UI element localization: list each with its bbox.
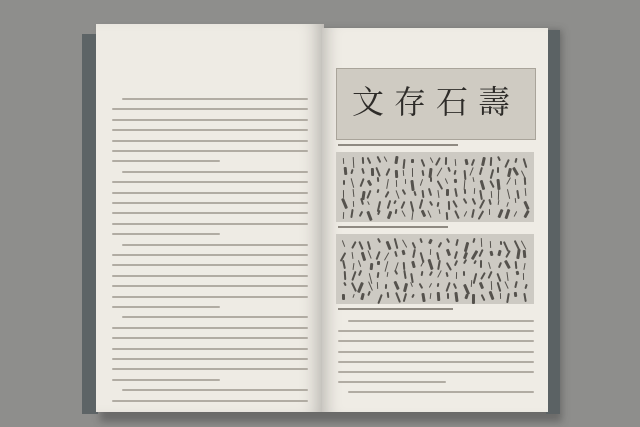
brush-stroke [454,187,458,196]
brush-stroke [377,238,381,243]
text-line [112,275,308,277]
brush-stroke [418,199,422,210]
text-line [112,254,308,256]
brush-stroke [478,249,483,257]
brush-stroke [454,179,457,184]
brush-stroke [446,212,448,220]
brush-stroke [353,201,355,207]
brush-stroke [367,250,371,258]
brush-stroke [446,262,452,271]
brush-stroke [489,209,490,215]
brush-stroke [516,249,520,259]
text-line [112,202,308,204]
brush-stroke [505,281,509,289]
brush-stroke [437,190,439,198]
brush-stroke [377,282,379,289]
brush-stroke [350,209,353,218]
brush-stroke [497,250,501,256]
brush-stroke [471,198,475,205]
brush-stroke [394,251,397,258]
brush-stroke [341,198,348,209]
text-line [112,150,308,152]
text-line [112,337,308,339]
brush-stroke [350,178,354,188]
brush-stroke [403,283,408,293]
brush-stroke [452,200,457,208]
brush-stroke [523,250,526,258]
text-line [112,108,308,110]
brush-stroke [478,199,484,209]
text-line [112,264,308,266]
brush-stroke [490,250,494,256]
brush-stroke [351,169,354,174]
text-line [112,223,308,225]
brush-stroke [454,169,458,175]
brush-stroke [488,262,491,269]
book-back-cover [546,30,560,414]
brush-stroke [411,159,414,163]
brush-stroke [500,241,502,245]
figure-caption-2 [338,226,448,228]
brush-stroke [396,180,397,187]
brush-stroke [353,189,355,197]
brush-stroke [498,261,502,267]
brush-stroke [489,198,492,204]
brush-stroke [385,284,387,289]
brush-stroke [353,263,355,270]
brush-stroke [464,211,468,217]
left-page [96,24,324,412]
text-line [112,306,220,308]
brush-stroke [395,169,398,177]
brush-stroke [479,167,483,175]
brush-stroke [515,158,518,163]
brush-stroke [393,200,396,204]
brush-stroke [472,293,475,303]
text-line [338,351,534,353]
text-line [112,348,308,350]
text-line [112,296,308,298]
brush-stroke [455,159,457,167]
brush-stroke [515,281,518,288]
brush-stroke [480,260,482,268]
brush-stroke [465,159,469,165]
brush-stroke [490,241,492,249]
brush-stroke [506,177,511,185]
brush-stroke [394,270,398,275]
brush-stroke [342,260,346,269]
brush-stroke [515,198,517,203]
brush-stroke [454,260,458,266]
brush-stroke [497,167,499,173]
brush-stroke [403,262,405,270]
brush-stroke [376,156,381,163]
text-line [112,285,308,287]
brush-stroke [504,209,510,219]
text-line [112,129,308,131]
brush-stroke [489,291,495,300]
text-line [112,327,308,329]
brush-stroke [429,271,433,276]
brush-stroke [437,180,444,190]
brush-stroke [343,271,346,280]
brush-stroke [413,248,417,257]
brush-stroke [403,170,405,176]
brush-stroke [481,294,486,301]
brush-stroke [403,293,407,302]
brush-stroke [421,293,425,302]
brush-stroke [411,210,414,221]
brush-stroke [394,156,398,164]
brush-stroke [505,250,510,258]
brush-stroke [394,238,399,249]
text-line [112,368,308,370]
brush-stroke [420,271,423,276]
brush-stroke [505,159,511,168]
calligraphy-scroll-figure-1 [336,152,534,222]
brush-stroke [430,177,432,182]
brush-stroke [437,292,440,301]
brush-stroke [344,281,348,286]
brush-stroke [386,210,392,219]
brush-stroke [342,294,345,300]
brush-stroke [456,239,460,247]
brush-stroke [395,190,399,199]
brush-stroke [507,168,512,177]
brush-stroke [371,168,374,176]
brush-stroke [428,210,432,218]
text-line [348,320,534,322]
brush-stroke [497,209,503,218]
brush-stroke [512,167,519,176]
text-line [338,381,446,383]
brush-stroke [376,167,381,176]
brush-stroke [437,202,440,207]
brush-stroke [464,293,468,299]
brush-stroke [377,261,380,265]
brush-stroke [474,188,475,194]
brush-stroke [411,260,416,268]
brush-stroke [454,251,458,259]
brush-stroke [445,272,448,277]
brush-stroke [343,212,345,219]
text-line [122,98,308,100]
brush-stroke [524,177,527,186]
text-line [338,330,534,332]
calligraphy-scroll-figure-2 [336,234,534,304]
brush-stroke [366,210,372,220]
brush-stroke [514,291,517,296]
brush-stroke [523,293,526,302]
brush-stroke [357,282,364,293]
brush-stroke [428,259,434,270]
brush-stroke [361,168,364,174]
brush-stroke [481,238,483,247]
brush-stroke [525,188,527,196]
brush-stroke [515,271,519,276]
brush-stroke [523,273,525,280]
brush-stroke [448,201,450,210]
brush-stroke [497,200,499,205]
brush-stroke [507,202,510,208]
text-line [338,361,534,363]
brush-stroke [454,210,460,219]
brush-stroke [420,159,424,167]
brush-stroke [445,157,447,165]
text-line [112,119,308,121]
text-line [112,358,308,360]
brush-stroke [386,179,389,189]
brush-stroke [463,242,469,253]
brush-stroke [343,158,345,164]
brush-stroke [429,200,433,205]
brush-stroke [343,180,345,185]
brush-stroke [411,294,415,299]
brush-stroke [490,191,492,198]
brush-stroke [444,178,448,184]
brush-stroke [419,238,423,243]
brush-stroke [446,238,450,243]
text-line [112,233,220,235]
brush-stroke [352,270,358,280]
text-line [338,371,534,373]
brush-stroke [358,270,363,277]
brush-stroke [489,180,495,188]
brush-stroke [418,283,423,289]
figure-caption-3 [338,308,453,310]
brush-stroke [514,179,516,185]
brush-stroke [507,189,510,199]
brush-stroke [447,167,450,172]
brush-stroke [421,170,424,177]
figure-caption-1 [338,144,458,146]
brush-stroke [462,198,467,204]
brush-stroke [359,211,364,217]
brush-stroke [523,209,529,218]
brush-stroke [464,189,467,194]
brush-stroke [435,157,441,166]
brush-stroke [490,281,492,290]
brush-stroke [377,294,382,304]
brush-stroke [351,241,356,249]
brush-stroke [351,252,353,259]
brush-stroke [421,210,426,218]
brush-stroke [429,293,431,299]
brush-stroke [472,177,474,182]
brush-stroke [477,210,483,219]
brush-stroke [506,293,509,303]
brush-stroke [395,292,401,303]
brush-stroke [470,250,478,260]
brush-stroke [377,209,380,214]
brush-stroke [369,263,372,270]
brush-stroke [384,261,388,272]
brush-stroke [420,179,423,186]
brush-stroke [437,283,440,288]
brush-stroke [361,252,366,261]
brush-stroke [437,168,443,177]
brush-stroke [524,263,526,270]
brush-stroke [490,157,492,166]
brush-stroke [514,211,517,216]
brush-stroke [342,240,346,247]
brush-stroke [430,249,432,256]
text-line [112,181,308,183]
brush-stroke [438,208,440,213]
brush-stroke [437,270,442,278]
brush-stroke [402,189,407,196]
brush-stroke [384,156,388,162]
brush-stroke [488,271,494,280]
brush-stroke [352,157,354,168]
brush-stroke [350,282,356,292]
brush-stroke [428,238,433,244]
text-line [112,400,308,402]
brush-stroke [497,179,501,190]
brush-stroke [368,201,371,205]
brush-stroke [352,294,355,299]
brush-stroke [377,177,380,182]
brush-stroke [367,190,372,199]
brush-stroke [377,272,380,279]
brush-stroke [499,293,501,299]
brush-stroke [480,272,486,280]
brush-stroke [403,270,407,280]
brush-stroke [386,292,388,298]
brush-stroke [471,159,475,166]
brush-stroke [504,260,511,270]
brush-stroke [366,157,371,164]
brush-stroke [362,157,364,165]
brush-stroke [489,169,493,179]
brush-stroke [421,190,424,198]
brush-stroke [412,168,414,177]
brush-stroke [360,293,365,301]
calligraphy-plaque-text: 文存石壽 [351,83,520,121]
brush-stroke [367,180,372,186]
brush-stroke [437,260,441,270]
brush-stroke [453,283,458,290]
brush-stroke [402,250,406,255]
brush-stroke [445,282,451,293]
text-line [112,140,308,142]
brush-stroke [360,178,365,187]
brush-stroke [497,282,501,292]
calligraphy-plaque-figure [336,68,536,140]
brush-stroke [447,293,449,299]
brush-stroke [385,191,390,198]
brush-stroke [516,190,519,200]
brush-stroke [521,241,527,250]
brush-stroke [343,167,346,175]
text-line [112,160,220,162]
brush-stroke [473,260,477,265]
brush-stroke [413,191,416,196]
brush-stroke [402,159,405,169]
brush-stroke [482,157,487,166]
brush-stroke [401,201,406,209]
text-line [122,316,308,318]
brush-stroke [376,251,381,261]
text-line [122,244,308,246]
brush-stroke [367,291,371,297]
brush-stroke [428,188,432,196]
brush-stroke [429,283,432,288]
brush-stroke [405,179,406,184]
brush-stroke [387,272,389,277]
brush-stroke [524,284,528,290]
brush-stroke [463,259,467,265]
brush-stroke [479,190,482,200]
brush-stroke [463,170,466,180]
brush-stroke [463,271,465,276]
brush-stroke [522,157,527,167]
brush-stroke [497,156,501,162]
brush-stroke [456,272,457,279]
brush-stroke [358,241,363,250]
brush-stroke [395,209,398,214]
brush-stroke [479,282,484,290]
text-line [122,171,308,173]
brush-stroke [438,242,443,248]
brush-stroke [393,280,399,289]
brush-stroke [480,180,486,191]
brush-stroke [446,249,451,257]
brush-stroke [523,201,529,210]
brush-stroke [446,189,449,196]
brush-stroke [402,239,407,247]
brush-stroke [401,210,405,217]
brush-stroke [498,190,500,200]
brush-stroke [514,261,517,269]
brush-stroke [472,273,477,284]
brush-stroke [470,167,474,176]
text-line [112,379,220,381]
brush-stroke [429,157,433,163]
brush-stroke [385,241,391,250]
brush-stroke [411,179,415,190]
brush-stroke [386,200,391,209]
brush-stroke [454,292,458,303]
brush-stroke [385,168,390,176]
brush-stroke [507,272,510,281]
brush-stroke [473,238,476,243]
brush-stroke [463,251,468,259]
text-line [112,192,308,194]
brush-stroke [472,208,476,217]
text-line [122,389,308,391]
brush-stroke [358,260,361,267]
brush-stroke [376,189,379,193]
text-line [112,212,308,214]
